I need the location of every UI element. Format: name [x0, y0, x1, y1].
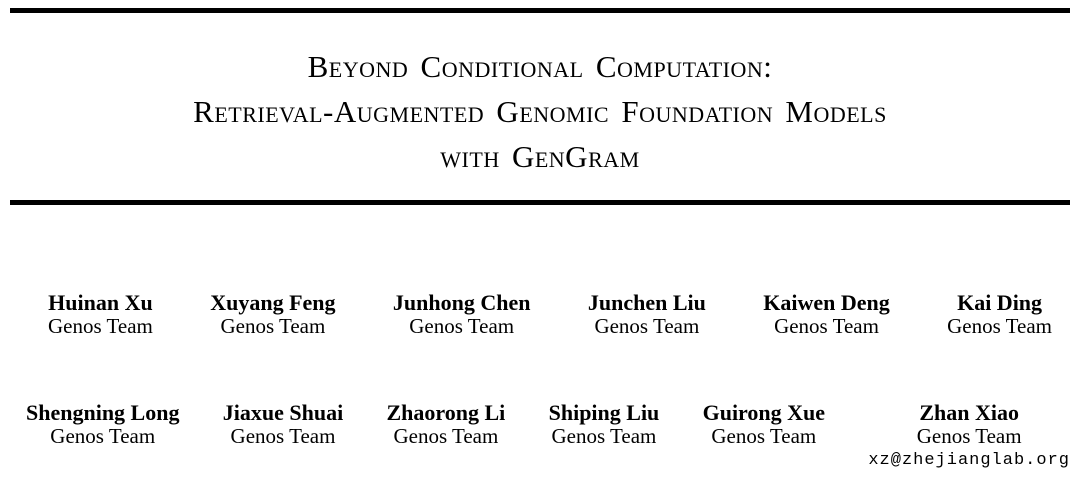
paper-title: [0, 44, 1080, 179]
author-affiliation: Genos Team: [50, 424, 156, 448]
author-affiliation: Genos Team: [48, 314, 153, 338]
author-jiaxue-shuai: [223, 400, 343, 448]
author-xuyang-feng: [210, 290, 335, 338]
author-kaiwen-deng: [763, 290, 890, 338]
author-zhaorong-li: [387, 400, 506, 448]
author-email: xz@zhejianglab.org: [868, 451, 1070, 470]
author-name: Zhan Xiao: [919, 400, 1019, 425]
paper-title-line-2: Retrieval-Augmented Genomic Foundation Models: [193, 94, 887, 129]
author-name: Jiaxue Shuai: [222, 400, 344, 425]
top-rule-divider: [10, 8, 1070, 13]
author-affiliation: Genos Team: [947, 314, 1052, 338]
author-name: Kai Ding: [957, 290, 1043, 315]
author-junchen-liu: [588, 290, 706, 338]
author-kai-ding: [947, 290, 1052, 338]
author-name: Zhaorong Li: [386, 400, 506, 425]
author-affiliation: Genos Team: [220, 314, 326, 338]
paper-title-line-3: with GenGram: [440, 139, 640, 174]
author-affiliation: Genos Team: [230, 424, 336, 448]
author-name: Shengning Long: [26, 400, 180, 425]
author-junhong-chen: [393, 290, 531, 338]
author-name: Xuyang Feng: [210, 290, 336, 315]
paper-title-line-1: Beyond Conditional Computation:: [307, 49, 773, 84]
author-affiliation: Genos Team: [393, 424, 499, 448]
author-affiliation: Genos Team: [774, 314, 879, 338]
authors-row-2: [26, 400, 1070, 473]
author-shengning-long: [26, 400, 179, 448]
author-affiliation: Genos Team: [551, 424, 657, 448]
bottom-rule-divider: [10, 200, 1070, 205]
authors-row-1: [48, 290, 1052, 338]
author-zhan-xiao: [868, 400, 1070, 473]
author-affiliation: Genos Team: [594, 314, 700, 338]
author-shiping-liu: [549, 400, 660, 448]
author-affiliation: Genos Team: [916, 424, 1022, 448]
author-huinan-xu: [48, 290, 153, 338]
author-name: Junchen Liu: [587, 290, 706, 315]
author-name: Junhong Chen: [392, 290, 531, 315]
author-affiliation: Genos Team: [711, 424, 817, 448]
author-name: Huinan Xu: [48, 290, 153, 315]
author-name: Shiping Liu: [548, 400, 660, 425]
author-name: Kaiwen Deng: [763, 290, 890, 315]
author-guirong-xue: [703, 400, 825, 448]
author-name: Guirong Xue: [702, 400, 826, 425]
author-affiliation: Genos Team: [409, 314, 515, 338]
